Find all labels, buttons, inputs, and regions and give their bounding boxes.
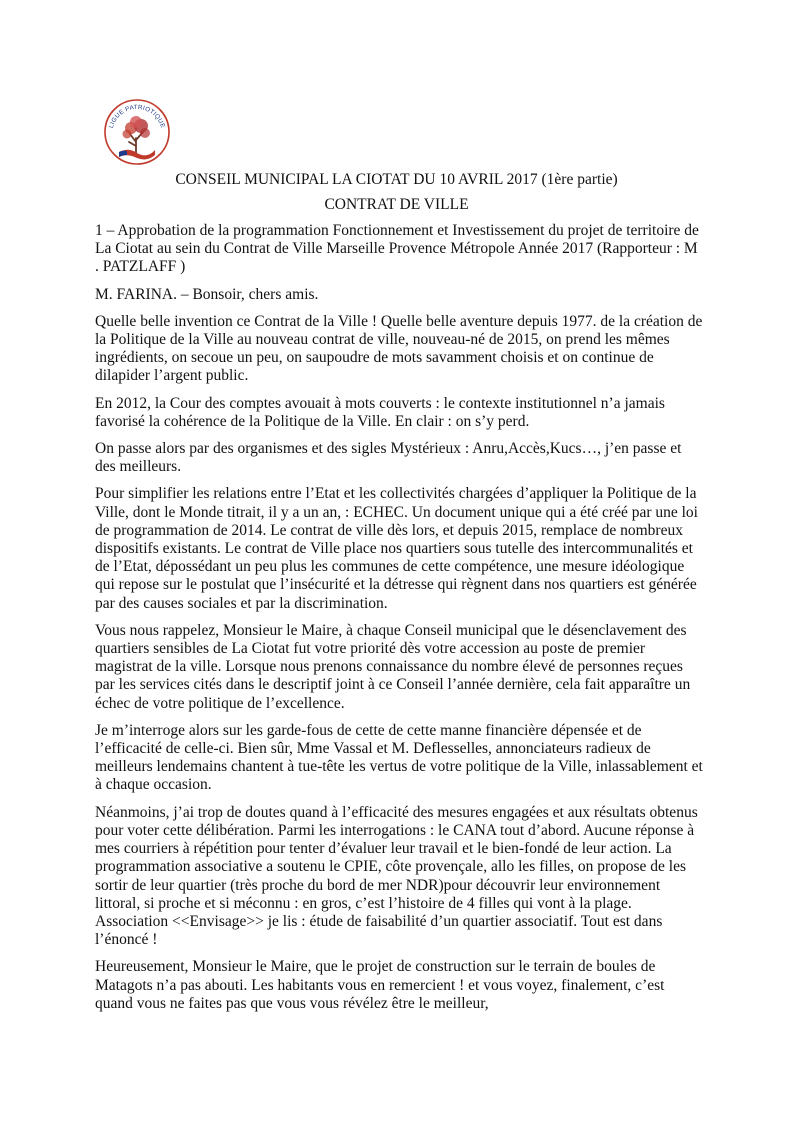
document-subtitle: CONTRAT DE VILLE bbox=[324, 196, 469, 213]
body-paragraph: Je m’interroge alors sur les garde-fous de cette de cette manne financière dépensée et de l’efficacité de celle-ci. Bien sûr, Mme Vassal et M. Deflesselles, annonciateurs radieux de meilleurs lendemains chantent à tue-tête les vertus de votre politique de la Ville, inlassablement et à chaque occasion. bbox=[95, 721, 703, 794]
body-paragraph: On passe alors par des organismes et des sigles Mystérieux : Anru,Accès,Kucs…, j’en passe et des meilleurs. bbox=[95, 440, 682, 476]
body-paragraph: Vous nous rappelez, Monsieur le Maire, à chaque Conseil municipal que le désenclavement des quartiers sensibles de La Ciotat fut votre priorité dès votre accession au poste de premier magistrat de la ville. Lorsque nous prenons connaissance du nombre élevé de personnes reçues par les services cités dans le descriptif joint à ce Conseil l’année dernière, cela fait apparaître un échec de votre politique de l’excellence. bbox=[95, 621, 691, 712]
body-paragraph: Quelle belle invention ce Contrat de la Ville ! Quelle belle aventure depuis 1977. de la création de la Politique de la Ville au nouveau contrat de ville, nouveau-né de 2015, on prend les mêmes ingrédients, on secoue un peu, on saupoudre de mots savamment choisis et on continue de dilapider l’argent public. bbox=[95, 312, 703, 385]
body-paragraph: En 2012, la Cour des comptes avouait à mots couverts : le contexte institutionnel n’a jamais favorisé la cohérence de la Politique de la Ville. En clair : on s’y perd. bbox=[95, 394, 665, 430]
svg-text:LIGUE PATRIOTIQUE: LIGUE PATRIOTIQUE bbox=[107, 103, 167, 129]
ligue-patriotique-logo bbox=[103, 98, 171, 166]
speaker-greeting-paragraph: M. FARINA. – Bonsoir, chers amis. bbox=[95, 285, 319, 303]
document-body bbox=[95, 222, 703, 1022]
agenda-item-paragraph: 1 – Approbation de la programmation Fonctionnement et Investissement du projet de territoire de La Ciotat au sein du Contrat de Ville Marseille Provence Métropole Année 2017 (Rapporteur : M . PATZLAFF ) bbox=[95, 222, 699, 276]
body-paragraph: Heureusement, Monsieur le Maire, que le projet de construction sur le terrain de boules de Matagots n’a pas abouti. Les habitants vous en remercient ! et vous voyez, finalement, c’est quand vous ne faites pas que vous vous révélez être le meilleur, bbox=[95, 958, 665, 1012]
body-paragraph: Pour simplifier les relations entre l’Etat et les collectivités chargées d’appliquer la Politique de la Ville, dont le Monde titrait, il y a un an, : ECHEC. Un document unique qui a été créé par une loi de programmation de 2014. Le contrat de ville dès lors, et depuis 2015, remplace de nombreux dispositifs existants. Le contrat de Ville place nos quartiers sous tutelle des intercommunalités et de l’Etat, dépossédant un peu plus les communes de cette compétence, une mesure idéologique qui repose sur le postulat que l’insécurité et la détresse qui règnent dans nos quartiers est générée par des causes sociales et par la discrimination. bbox=[95, 485, 698, 612]
body-paragraph: Néanmoins, j’ai trop de doutes quand à l’efficacité des mesures engagées et aux résultats obtenus pour voter cette délibération. Parmi les interrogations : le CANA tout d’abord. Aucune réponse à mes courriers à répétition pour tenter d’évaluer leur travail et le bien-fondé de leur action. La programmation associative a soutenu le CPIE, côte provençale, allo les filles, on propose de les sortir de leur quartier (très proche du bord de mer NDR)pour découvrir leur environnement littoral, si proche et si méconnu : en gros, c’est l’histoire de 4 filles qui vont à la plage. Association <<Envisage>> je lis : étude de faisabilité d’un quartier associatif. Tout est dans l’énoncé ! bbox=[95, 803, 698, 949]
document-title: CONSEIL MUNICIPAL LA CIOTAT DU 10 AVRIL 2017 (1ère partie) bbox=[175, 171, 618, 188]
